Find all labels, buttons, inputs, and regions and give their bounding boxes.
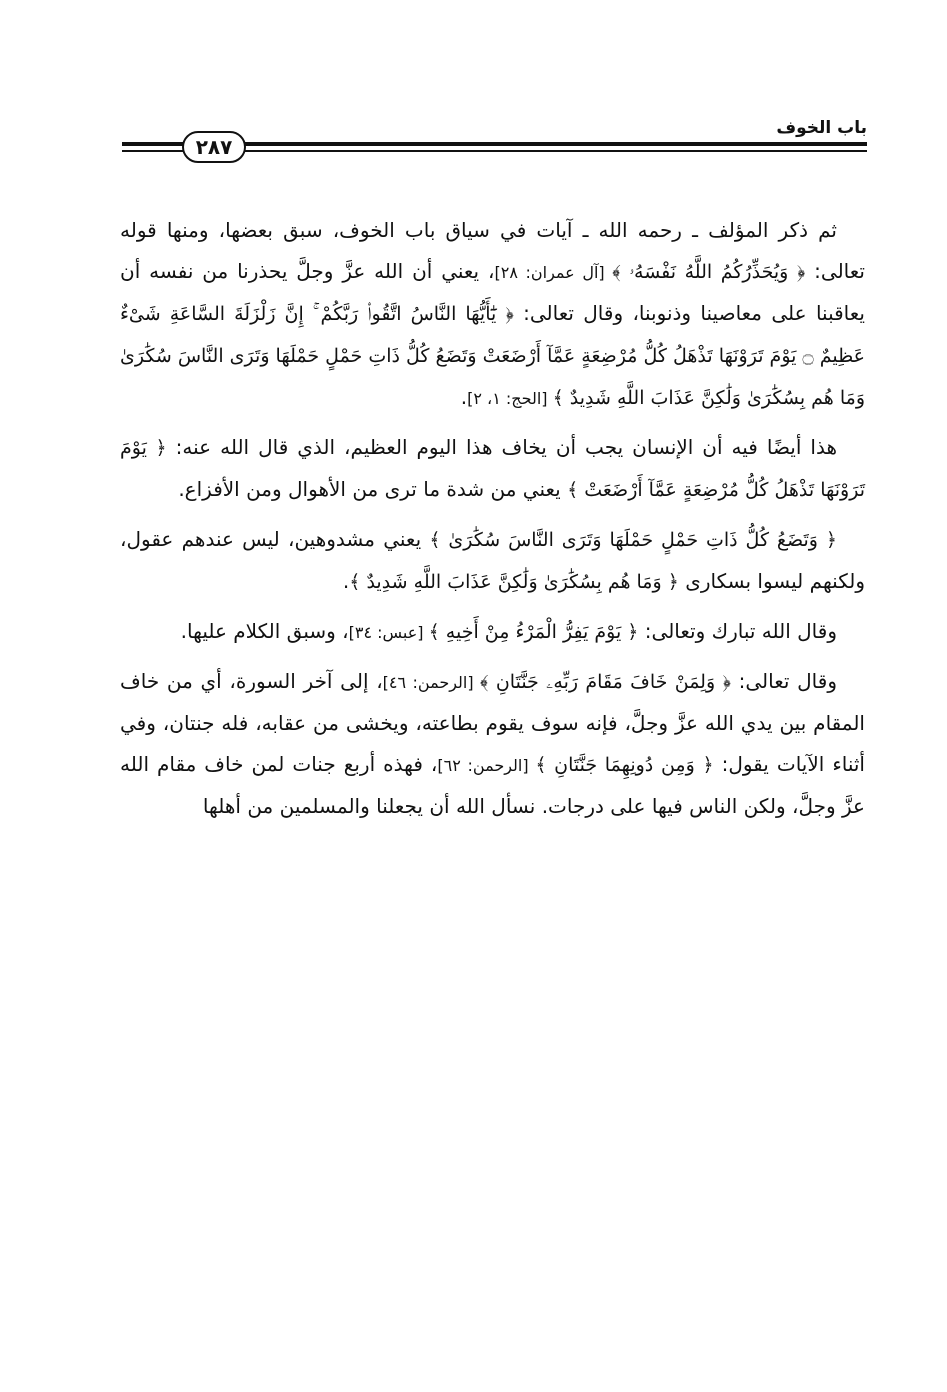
quran-verse: ﴿ يَوْمَ تَرَوْنَهَا تَذْهَلُ كُلُّ مُرْضِعَةٍ عَمَّآ أَرْضَعَتْ ﴾ <box>120 437 865 501</box>
quran-verse: ﴿ وَلِمَنْ خَافَ مَقَامَ رَبِّهِۦ جَنَّتَانِ ﴾ <box>480 671 731 693</box>
paragraph-p2 <box>120 427 865 511</box>
body-text: وقال تعالى: <box>730 669 837 693</box>
chapter-title: باب الخوف <box>776 118 867 138</box>
body-text: ، إلى آخر السورة، أي من خاف المقام بين يدي الله عزَّ وجلَّ، فإنه سوف يقوم بطاعته، ويخشى من عقابه، فله جنتان، وفي أثناء الآيات يقول: <box>120 669 865 776</box>
body-text: ، فهذه أربع جنات لمن خاف مقام الله عزَّ وجلَّ، ولكن الناس فيها على درجات. نسأل الله أن يجعلنا والمسلمين من أهلها <box>120 752 865 818</box>
page-header <box>122 112 867 172</box>
body-text: وقال الله تبارك وتعالى: <box>638 619 837 643</box>
paragraph-p3 <box>120 519 865 603</box>
body-text: هذا أيضًا فيه أن الإنسان يجب أن يخاف هذا اليوم العظيم، الذي قال الله عنه: <box>166 435 837 459</box>
quran-verse: ﴿ وَيُحَذِّرُكُمُ اللَّهُ نَفْسَهُۥ ﴾ <box>612 261 806 283</box>
paragraph-p5 <box>120 661 865 827</box>
verse-reference: [آل عمران: ٢٨] <box>494 263 613 282</box>
page-number: ٢٨٧ <box>182 131 246 163</box>
quran-verse: ﴿ يَوْمَ يَفِرُّ الْمَرْءُ مِنْ أَخِيهِ ﴾ <box>428 621 639 643</box>
verse-reference: [عبس: ٣٤] <box>348 623 429 642</box>
body-text: ثم ذكر المؤلف ـ رحمه الله ـ آيات في سياق باب الخوف، سبق بعضها، ومنها قوله تعالى: <box>120 218 865 283</box>
verse-reference: [الرحمن: ٦٢] <box>437 756 536 775</box>
quran-verse: ﴿ وَمِن دُونِهِمَا جَنَّتَانِ ﴾ <box>535 754 714 776</box>
quran-verse: ﴿ يَٰٓأَيُّهَا النَّاسُ اتَّقُوا۟ رَبَّكُمْ ۚ إِنَّ زَلْزَلَةَ السَّاعَةِ شَىْءٌ عَظِيمٌ ۝ يَوْمَ تَرَوْنَهَا تَذْهَلُ كُلُّ مُرْضِعَةٍ عَمَّآ أَرْضَعَتْ وَتَضَعُ كُلُّ ذَاتِ حَمْلٍ حَمْلَهَا وَتَرَى النَّاسَ سُكَٰرَىٰ وَمَا هُم بِسُكَٰرَىٰ وَلَٰكِنَّ عَذَابَ اللَّهِ شَدِيدٌ ﴾ <box>120 303 866 409</box>
paragraph-p1 <box>120 210 865 419</box>
body-text: ، يعني أن الله عزَّ وجلَّ يحذرنا من نفسه أن يعاقبنا على معاصينا وذنوبنا، وقال تعالى: <box>120 259 865 325</box>
paragraph-p4 <box>120 611 865 653</box>
body-text: . <box>342 569 350 593</box>
body-text: . <box>460 385 468 409</box>
body-text: ، وسبق الكلام عليها. <box>180 619 349 643</box>
verse-reference: [الحج: ١، ٢] <box>467 389 553 408</box>
quran-verse: ﴿ وَمَا هُم بِسُكَٰرَىٰ وَلَٰكِنَّ عَذَابَ اللَّهِ شَدِيدٌ ﴾ <box>349 571 679 593</box>
page-body <box>120 210 865 835</box>
quran-verse: ﴿ وَتَضَعُ كُلُّ ذَاتِ حَمْلٍ حَمْلَهَا وَتَرَى النَّاسَ سُكَٰرَىٰ ﴾ <box>429 529 837 551</box>
body-text: يعني من شدة ما ترى من الأهوال ومن الأفزاع. <box>178 477 568 501</box>
verse-reference: [الرحمن: ٤٦] <box>382 673 481 692</box>
body-text: يعني مشدوهين، ليس عندهم عقول، ولكنهم ليسوا بسكارى <box>120 527 865 593</box>
